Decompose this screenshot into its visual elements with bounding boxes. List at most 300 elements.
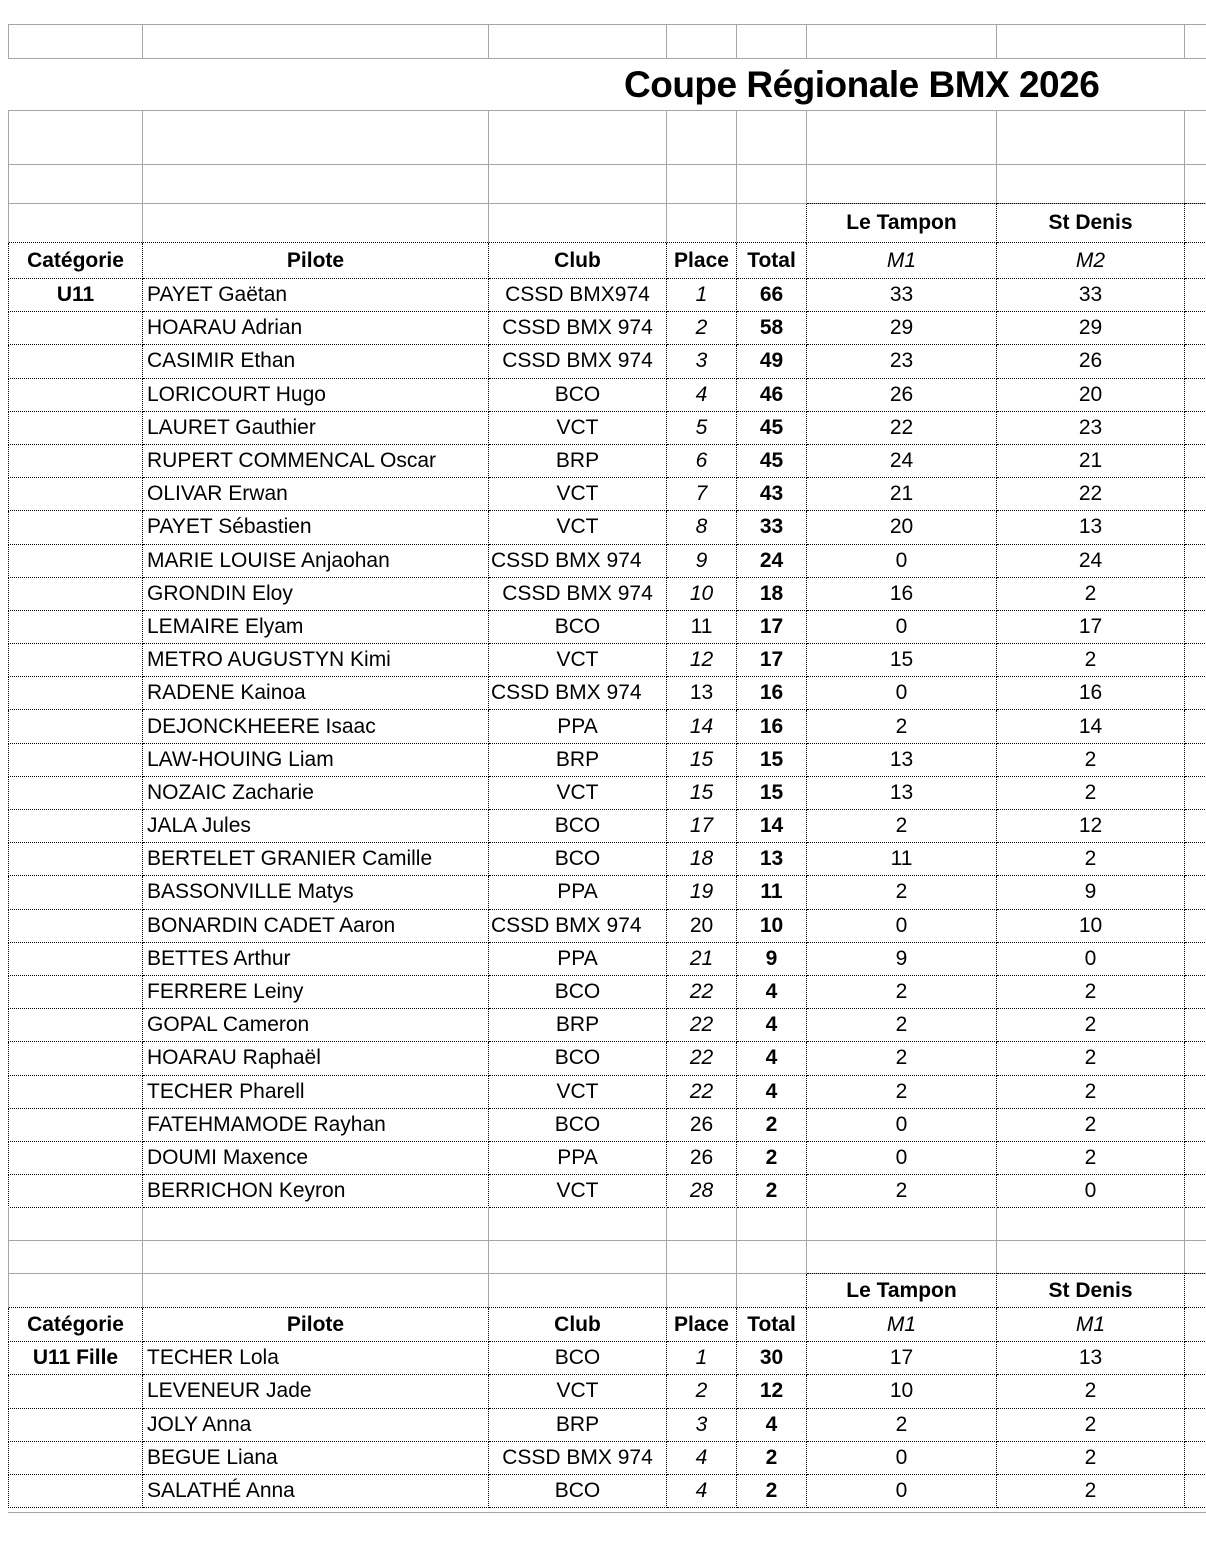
m1-cell: 15: [807, 644, 997, 677]
table-row: [9, 577, 1206, 610]
empty-cell: [1185, 677, 1206, 710]
club-cell: CSSD BMX 974: [489, 544, 667, 577]
table-row: [9, 1175, 1206, 1208]
pilot-cell: FATEHMAMODE Rayhan: [143, 1108, 489, 1141]
category-cell: [9, 444, 143, 477]
pilot-cell: NOZAIC Zacharie: [143, 776, 489, 809]
empty-cell: [1185, 345, 1206, 378]
total-cell: 12: [737, 1375, 807, 1408]
club-cell: BRP: [489, 444, 667, 477]
place-cell: 3: [667, 345, 737, 378]
m1-cell: 0: [807, 1141, 997, 1174]
total-cell: 2: [737, 1141, 807, 1174]
category-cell: [9, 710, 143, 743]
empty-cell: [1185, 1009, 1206, 1042]
table-row: [9, 909, 1206, 942]
col-header-pilote: Pilote: [143, 243, 489, 279]
category-cell: [9, 843, 143, 876]
club-cell: VCT: [489, 776, 667, 809]
total-cell: 16: [737, 710, 807, 743]
empty-cell: [1185, 743, 1206, 776]
place-cell: 22: [667, 1009, 737, 1042]
empty-cell: [1185, 411, 1206, 444]
empty-cell: [1185, 644, 1206, 677]
col-header-total: Total: [737, 1308, 807, 1342]
category-cell: [9, 644, 143, 677]
m1-cell: 2: [807, 810, 997, 843]
table-row: [9, 942, 1206, 975]
total-cell: 4: [737, 1042, 807, 1075]
col-header-categorie: Catégorie: [9, 243, 143, 279]
grid-cell: [9, 204, 143, 243]
club-cell: PPA: [489, 942, 667, 975]
table-row: [9, 378, 1206, 411]
club-cell: BRP: [489, 1009, 667, 1042]
pilot-cell: LORICOURT Hugo: [143, 378, 489, 411]
m1-cell: 2: [807, 1408, 997, 1441]
table-row: [9, 312, 1206, 345]
place-cell: 10: [667, 577, 737, 610]
total-cell: 16: [737, 677, 807, 710]
m2-cell: 2: [997, 776, 1185, 809]
m1-cell: 17: [807, 1342, 997, 1375]
pilot-cell: SALATHÉ Anna: [143, 1474, 489, 1507]
category-cell: U11 Fille: [9, 1342, 143, 1375]
category-cell: [9, 544, 143, 577]
header-row: [9, 243, 1206, 279]
m1-cell: 2: [807, 1075, 997, 1108]
empty-cell: [1185, 1408, 1206, 1441]
category-cell: [9, 776, 143, 809]
empty-cell: [1185, 876, 1206, 909]
m1-cell: 13: [807, 743, 997, 776]
club-cell: CSSD BMX974: [489, 279, 667, 312]
empty-cell: [1185, 1075, 1206, 1108]
grid-cell: [667, 111, 737, 165]
col-header-club: Club: [489, 243, 667, 279]
grid-cell: [143, 165, 489, 204]
m1-cell: 10: [807, 1375, 997, 1408]
pilot-cell: GRONDIN Eloy: [143, 577, 489, 610]
col-header-m1: M1: [807, 1308, 997, 1342]
grid-cell: [997, 165, 1185, 204]
grid-cell: [997, 1207, 1185, 1240]
empty-cell: [1185, 975, 1206, 1008]
place-cell: 22: [667, 1042, 737, 1075]
club-cell: PPA: [489, 876, 667, 909]
category-cell: [9, 1009, 143, 1042]
empty-cell: [1185, 1375, 1206, 1408]
grid-cell: [9, 165, 143, 204]
empty-cell: [1185, 1175, 1206, 1208]
place-cell: 18: [667, 843, 737, 876]
grid-cell: [489, 204, 667, 243]
total-cell: 43: [737, 478, 807, 511]
m1-cell: 0: [807, 1108, 997, 1141]
table-row: [9, 876, 1206, 909]
club-cell: CSSD BMX 974: [489, 1441, 667, 1474]
total-cell: 45: [737, 411, 807, 444]
total-cell: 46: [737, 378, 807, 411]
venue-le-tampon: Le Tampon: [807, 1274, 997, 1308]
grid-cell: [997, 25, 1185, 59]
m2-cell: 2: [997, 1408, 1185, 1441]
place-cell: 4: [667, 1474, 737, 1507]
category-cell: [9, 1141, 143, 1174]
table-row: [9, 1075, 1206, 1108]
table-row: [9, 1441, 1206, 1474]
table-row: [9, 1375, 1206, 1408]
gap-grid-rows: [8, 1207, 1206, 1274]
m1-cell: 2: [807, 975, 997, 1008]
grid-cell: [667, 204, 737, 243]
place-cell: 26: [667, 1141, 737, 1174]
table-row: [9, 743, 1206, 776]
m1-cell: 0: [807, 544, 997, 577]
grid-cell: [667, 165, 737, 204]
grid-cell: [1185, 1308, 1206, 1342]
category-cell: [9, 1474, 143, 1507]
place-cell: 1: [667, 279, 737, 312]
total-cell: 49: [737, 345, 807, 378]
empty-cell: [1185, 710, 1206, 743]
total-cell: 10: [737, 909, 807, 942]
pilot-cell: PAYET Gaëtan: [143, 279, 489, 312]
pilot-cell: RUPERT COMMENCAL Oscar: [143, 444, 489, 477]
club-cell: BCO: [489, 1342, 667, 1375]
m1-cell: 2: [807, 1009, 997, 1042]
club-cell: BRP: [489, 743, 667, 776]
grid-cell: [143, 25, 489, 59]
m2-cell: 2: [997, 743, 1185, 776]
place-cell: 15: [667, 776, 737, 809]
category-cell: [9, 577, 143, 610]
m2-cell: 22: [997, 478, 1185, 511]
total-cell: 4: [737, 1408, 807, 1441]
table-row: [9, 810, 1206, 843]
m2-cell: 16: [997, 677, 1185, 710]
grid-cell: [1185, 1274, 1206, 1308]
category-cell: U11: [9, 279, 143, 312]
m2-cell: 0: [997, 942, 1185, 975]
pilot-cell: BERTELET GRANIER Camille: [143, 843, 489, 876]
table-row: [9, 843, 1206, 876]
empty-cell: [1185, 1042, 1206, 1075]
m2-cell: 24: [997, 544, 1185, 577]
category-cell: [9, 1075, 143, 1108]
table-row: [9, 1408, 1206, 1441]
table-row: [9, 1141, 1206, 1174]
m2-cell: 13: [997, 511, 1185, 544]
table-row: [9, 1108, 1206, 1141]
category-cell: [9, 1108, 143, 1141]
club-cell: PPA: [489, 710, 667, 743]
empty-cell: [1185, 909, 1206, 942]
place-cell: 14: [667, 710, 737, 743]
place-cell: 26: [667, 1108, 737, 1141]
category-cell: [9, 1408, 143, 1441]
m1-cell: 0: [807, 677, 997, 710]
m2-cell: 2: [997, 1474, 1185, 1507]
empty-cell: [1185, 378, 1206, 411]
m1-cell: 0: [807, 1474, 997, 1507]
place-cell: 3: [667, 1408, 737, 1441]
category-cell: [9, 478, 143, 511]
place-cell: 8: [667, 511, 737, 544]
table-row: [9, 1474, 1206, 1507]
m1-cell: 24: [807, 444, 997, 477]
m1-cell: 0: [807, 909, 997, 942]
category-cell: [9, 511, 143, 544]
total-cell: 58: [737, 312, 807, 345]
grid-cell: [1185, 111, 1206, 165]
empty-cell: [1185, 1342, 1206, 1375]
pilot-cell: BONARDIN CADET Aaron: [143, 909, 489, 942]
total-cell: 24: [737, 544, 807, 577]
category-cell: [9, 743, 143, 776]
place-cell: 22: [667, 975, 737, 1008]
pilot-cell: CASIMIR Ethan: [143, 345, 489, 378]
m1-cell: 2: [807, 876, 997, 909]
grid-cell: [667, 1274, 737, 1308]
grid-cell: [667, 1207, 737, 1240]
total-cell: 18: [737, 577, 807, 610]
total-cell: 4: [737, 1009, 807, 1042]
category-cell: [9, 876, 143, 909]
m2-cell: 14: [997, 710, 1185, 743]
grid-cell: [997, 1240, 1185, 1273]
club-cell: VCT: [489, 1375, 667, 1408]
bottom-grid-line: [8, 1512, 1206, 1513]
pilot-cell: HOARAU Raphaël: [143, 1042, 489, 1075]
empty-cell: [1185, 544, 1206, 577]
grid-cell: [1185, 1207, 1206, 1240]
table-row: [9, 710, 1206, 743]
col-header-m1: M1: [807, 243, 997, 279]
pilot-cell: JALA Jules: [143, 810, 489, 843]
page-title: Coupe Régionale BMX 2026: [624, 63, 1100, 105]
grid-cell: [489, 25, 667, 59]
category-cell: [9, 909, 143, 942]
category-cell: [9, 345, 143, 378]
m2-cell: 0: [997, 1175, 1185, 1208]
top-grid-row: [8, 24, 1206, 59]
venue-le-tampon: Le Tampon: [807, 204, 997, 243]
m1-cell: 21: [807, 478, 997, 511]
grid-cell: [489, 1240, 667, 1273]
table-row: [9, 1009, 1206, 1042]
m1-cell: 33: [807, 279, 997, 312]
grid-cell: [737, 204, 807, 243]
club-cell: CSSD BMX 974: [489, 577, 667, 610]
category-cell: [9, 975, 143, 1008]
grid-cell: [489, 1207, 667, 1240]
club-cell: CSSD BMX 974: [489, 909, 667, 942]
total-cell: 2: [737, 1441, 807, 1474]
table-row: [9, 1342, 1206, 1375]
empty-cell: [1185, 810, 1206, 843]
grid-cell: [1185, 165, 1206, 204]
club-cell: BCO: [489, 378, 667, 411]
m2-cell: 29: [997, 312, 1185, 345]
empty-cell: [1185, 1441, 1206, 1474]
m1-cell: 13: [807, 776, 997, 809]
club-cell: CSSD BMX 974: [489, 312, 667, 345]
grid-cell: [143, 1207, 489, 1240]
grid-cell: [807, 111, 997, 165]
venue-st-denis: St Denis: [997, 204, 1185, 243]
header-row: [9, 1308, 1206, 1342]
club-cell: BRP: [489, 1408, 667, 1441]
place-cell: 6: [667, 444, 737, 477]
place-cell: 4: [667, 1441, 737, 1474]
club-cell: BCO: [489, 810, 667, 843]
m2-cell: 23: [997, 411, 1185, 444]
col-header-pilote: Pilote: [143, 1308, 489, 1342]
col-header-total: Total: [737, 243, 807, 279]
table-row: [9, 1042, 1206, 1075]
m1-cell: 29: [807, 312, 997, 345]
grid-cell: [807, 25, 997, 59]
total-cell: 14: [737, 810, 807, 843]
total-cell: 4: [737, 975, 807, 1008]
col-header-m2: M1: [997, 1308, 1185, 1342]
club-cell: PPA: [489, 1141, 667, 1174]
venue-row: [9, 1274, 1206, 1308]
empty-cell: [1185, 843, 1206, 876]
place-cell: 2: [667, 312, 737, 345]
club-cell: VCT: [489, 1175, 667, 1208]
m1-cell: 2: [807, 1042, 997, 1075]
grid-cell: [143, 111, 489, 165]
club-cell: CSSD BMX 974: [489, 345, 667, 378]
table-row: [9, 677, 1206, 710]
place-cell: 9: [667, 544, 737, 577]
table-row: [9, 444, 1206, 477]
m2-cell: 17: [997, 610, 1185, 643]
col-header-place: Place: [667, 1308, 737, 1342]
grid-cell: [1185, 204, 1206, 243]
total-cell: 17: [737, 610, 807, 643]
empty-cell: [1185, 1474, 1206, 1507]
total-cell: 2: [737, 1108, 807, 1141]
pilot-cell: BEGUE Liana: [143, 1441, 489, 1474]
m2-cell: 2: [997, 1009, 1185, 1042]
pilot-cell: FERRERE Leiny: [143, 975, 489, 1008]
club-cell: VCT: [489, 478, 667, 511]
table-row: [9, 511, 1206, 544]
total-cell: 17: [737, 644, 807, 677]
m2-cell: 2: [997, 843, 1185, 876]
col-header-m2: M2: [997, 243, 1185, 279]
table-row: [9, 544, 1206, 577]
pilot-cell: DOUMI Maxence: [143, 1141, 489, 1174]
grid-cell: [737, 1207, 807, 1240]
m2-cell: 2: [997, 644, 1185, 677]
club-cell: BCO: [489, 1474, 667, 1507]
grid-cell: [489, 111, 667, 165]
table-row: [9, 776, 1206, 809]
m2-cell: 2: [997, 1108, 1185, 1141]
m1-cell: 9: [807, 942, 997, 975]
m2-cell: 26: [997, 345, 1185, 378]
place-cell: 13: [667, 677, 737, 710]
grid-cell: [9, 25, 143, 59]
m1-cell: 22: [807, 411, 997, 444]
grid-cell: [9, 1274, 143, 1308]
grid-cell: [489, 165, 667, 204]
venue-row: [9, 204, 1206, 243]
pilot-cell: BETTES Arthur: [143, 942, 489, 975]
m1-cell: 26: [807, 378, 997, 411]
mid-grid-rows: [8, 110, 1206, 204]
grid-cell: [1185, 1240, 1206, 1273]
grid-cell: [807, 165, 997, 204]
club-cell: BCO: [489, 1108, 667, 1141]
empty-cell: [1185, 478, 1206, 511]
total-cell: 2: [737, 1474, 807, 1507]
pilot-cell: DEJONCKHEERE Isaac: [143, 710, 489, 743]
total-cell: 45: [737, 444, 807, 477]
place-cell: 2: [667, 1375, 737, 1408]
m2-cell: 2: [997, 1441, 1185, 1474]
grid-cell: [807, 1207, 997, 1240]
m1-cell: 0: [807, 610, 997, 643]
table-row: [9, 610, 1206, 643]
table-row: [9, 279, 1206, 312]
table-row: [9, 644, 1206, 677]
m1-cell: 0: [807, 1441, 997, 1474]
club-cell: VCT: [489, 1075, 667, 1108]
m1-cell: 16: [807, 577, 997, 610]
category-cell: [9, 810, 143, 843]
m2-cell: 12: [997, 810, 1185, 843]
empty-cell: [1185, 577, 1206, 610]
place-cell: 28: [667, 1175, 737, 1208]
grid-cell: [667, 25, 737, 59]
pilot-cell: GOPAL Cameron: [143, 1009, 489, 1042]
place-cell: 1: [667, 1342, 737, 1375]
category-cell: [9, 1375, 143, 1408]
pilot-cell: RADENE Kainoa: [143, 677, 489, 710]
m1-cell: 11: [807, 843, 997, 876]
club-cell: BCO: [489, 843, 667, 876]
grid-cell: [737, 1240, 807, 1273]
place-cell: 20: [667, 909, 737, 942]
total-cell: 2: [737, 1175, 807, 1208]
results-table-u11-fille: [8, 1273, 1206, 1508]
place-cell: 17: [667, 810, 737, 843]
category-cell: [9, 378, 143, 411]
empty-cell: [1185, 444, 1206, 477]
total-cell: 15: [737, 776, 807, 809]
grid-cell: [143, 1240, 489, 1273]
place-cell: 5: [667, 411, 737, 444]
col-header-categorie: Catégorie: [9, 1308, 143, 1342]
m2-cell: 2: [997, 577, 1185, 610]
total-cell: 66: [737, 279, 807, 312]
grid-cell: [737, 25, 807, 59]
pilot-cell: LAURET Gauthier: [143, 411, 489, 444]
table-row: [9, 411, 1206, 444]
place-cell: 22: [667, 1075, 737, 1108]
col-header-place: Place: [667, 243, 737, 279]
club-cell: BCO: [489, 975, 667, 1008]
m1-cell: 23: [807, 345, 997, 378]
category-cell: [9, 610, 143, 643]
place-cell: 19: [667, 876, 737, 909]
table-row: [9, 345, 1206, 378]
